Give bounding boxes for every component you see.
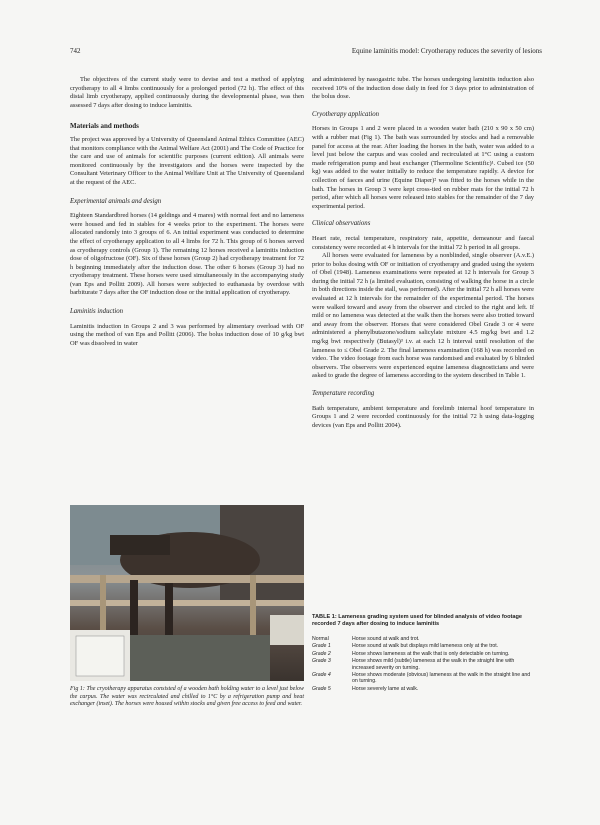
figure-caption: Fig 1: The cryotherapy apparatus consisted of a wooden bath holding water to a level just below the carpus. The water was recirculated and chilled to 1°C by a refrigeration pump and heat exchanger (inset). The horses were housed within stocks and given free access to feed and water. (70, 686, 304, 708)
continued-paragraph: and administered by nasogastric tube. The horses undergoing laminitis induction also received 10% of the induction dose daily in feed for 3 days prior to administration of the bolus dose. (312, 76, 534, 101)
grade-cell: Grade 4 (312, 672, 331, 679)
cryotherapy-photo (70, 505, 304, 681)
induction-heading: Laminitis induction (70, 308, 124, 316)
description-cell: Horse shows moderate (obvious) lameness at the walk in the straight line and on turning. (352, 672, 531, 685)
page-number: 742 (70, 47, 81, 55)
intro-paragraph: The objectives of the current study were to devise and test a method of applying cryotherapy to all 4 limbs continuously for a prolonged period (72 h). The effect of this distal limb cryotherapy, applied continuously during the developmental phase, was then assessed 7 days after dosing to induce laminitis. (70, 76, 304, 109)
grade-cell: Grade 3 (312, 658, 331, 665)
table-row (312, 686, 534, 693)
left-column (70, 76, 304, 348)
table-row (312, 658, 534, 672)
cryo-heading: Cryotherapy application (312, 110, 380, 118)
table-row (312, 672, 534, 686)
running-title: Equine laminitis model: Cryotherapy reduces the severity of lesions (351, 47, 542, 55)
description-cell: Horse sound at walk and trot. (352, 636, 420, 642)
grade-cell: Normal (312, 636, 329, 642)
lameness-table (312, 636, 534, 693)
table-row (312, 636, 534, 643)
materials-heading: Materials and methods (70, 122, 139, 131)
animals-heading: Experimental animals and design (70, 197, 162, 205)
right-column (312, 76, 534, 430)
animals-paragraph: Eighteen Standardbred horses (14 geldings and 4 mares) with normal feet and no lameness were housed and fed in stables for 4 weeks prior to the experiment. The horses were allocated randomly into 3 groups of 6. An initial experiment was conducted to determine the effect of cryotherapy application to all 4 limbs for 72 h. This group of 6 horses served as cryotherapy controls (Group 1). The remaining 12 horses received a laminitis induction dose of oligofructose (OF). Six of these horses (Group 2) had cryotherapy treatment for 72 h beginning immediately after the induction dose. The other 6 horses (Group 3) had no cryotherapy treatment. These horses were used simultaneously in the accompanying study (van Eps and Pollitt 2009). All horses were subjected to euthanasia by overdose with barbiturate 7 days after the OF induction dose or the initial application of cryotherapy. (70, 212, 304, 297)
description-cell: Horse shows lameness at the walk that is only detectable on turning. (352, 650, 510, 657)
table-caption: TABLE 1: Lameness grading system used for blinded analysis of video footage recorded 7 days after dosing to induce laminitis (312, 614, 523, 627)
temp-heading: Temperature recording (312, 390, 375, 397)
clinical-paragraph-1: Heart rate, rectal temperature, respiratory rate, appetite, demeanour and faecal consistency were recorded at 4 h intervals for the initial 72 h period in all groups. (312, 234, 534, 251)
description-cell: Horse sound at walk but displays mild lameness only at the trot. (352, 643, 499, 650)
grade-cell: Grade 5 (312, 685, 331, 692)
induction-paragraph: Laminitis induction in Groups 2 and 3 was performed by alimentary overload with OF using the method of van Eps and Pollitt (2006). The bolus induction dose of 10 g/kg bwt OF was dissolved in water (70, 322, 304, 347)
description-cell: Horse shows mild (subtle) lameness at the walk in the straight line with increased severity on turning. (352, 658, 515, 671)
table-row (312, 651, 534, 658)
description-cell: Horse severely lame at walk. (352, 685, 419, 692)
photo-illustration (70, 505, 304, 681)
cryo-paragraph: Horses in Groups 1 and 2 were placed in a wooden water bath (210 x 90 x 50 cm) with a rubber mat (Fig 1). The bath was surrounded by stocks and had a removable panel for access at the rear. After loading the horses in the bath, water was added to a level just below the carpus and was cooled and recirculated at 1°C using a custom made refrigeration pump and heat exchanger (Thermoline Scientific)¹. Cubed ice (50 kg) was added to the water initially to reduce the temperature rapidly. A device for collection of faeces and urine (Equine Diaper)² was fitted to the horses while in the bath. The horses in Group 3 were kept cross-tied on rubber mats for the initial 72 h period, after which all horses were released into stables for the remainder of the 7 day experimental period. (312, 125, 534, 210)
grade-cell: Grade 2 (312, 650, 331, 657)
clinical-paragraph-2: All horses were evaluated for lameness by a nonblinded, single observer (A.v.E.) prior to bolus dosing with OF or initiation of cryotherapy and graded using the system of Obel (1948). Lameness examinations were repeated at 12 h intervals for Group 3 during the initial 72 h (a limited evaluation, consisting of walking the horse in a circle in both directions inside the stall, was performed). After the initial 72 h all horses were evaluated at 12 h intervals for the remainder of the experimental period. The horses were walked toward and away from the observer and circled to the right and left. If mild or no lameness was detected at the walk then the horses were also trotted toward and away from the observer. Horses that were considered Obel Grade 3 or 4 were administered a phenylbutazone/sodium salicylate mixture 4.5 mg/kg bwt and 1.2 mg/kg bwt respectively (Butasyl)³ i.v. at each 12 h interval until resolution of the lameness to ≤ Obel Grade 2. The final lameness examination (168 h) was recorded on video. The video footage from each horse was randomised and evaluated by 6 blinded observers. The observers were experienced equine lameness diagnosticians and were asked to grade the degree of lameness according to the system described in Table 1. (312, 252, 534, 380)
temp-paragraph: Bath temperature, ambient temperature and forelimb internal hoof temperature in Groups 1 and 2 were recorded continuously for the initial 72 h using data-logging devices (van Eps and Pollitt 2004). (312, 404, 534, 429)
clinical-heading: Clinical observations (312, 220, 371, 228)
materials-paragraph: The project was approved by a University of Queensland Animal Ethics Committee (AEC) that monitors compliance with the Animal Welfare Act (2001) and The Code of Practice for the care and use of animals for scientific purposes (current edition). All animals were monitored continuously by the investigators and the horses were inspected by the Consultant Veterinary Officer to the Animal Welfare Unit at The University of Queensland at the request of the AEC. (70, 135, 304, 186)
table-row (312, 643, 534, 650)
grade-cell: Grade 1 (312, 643, 331, 650)
